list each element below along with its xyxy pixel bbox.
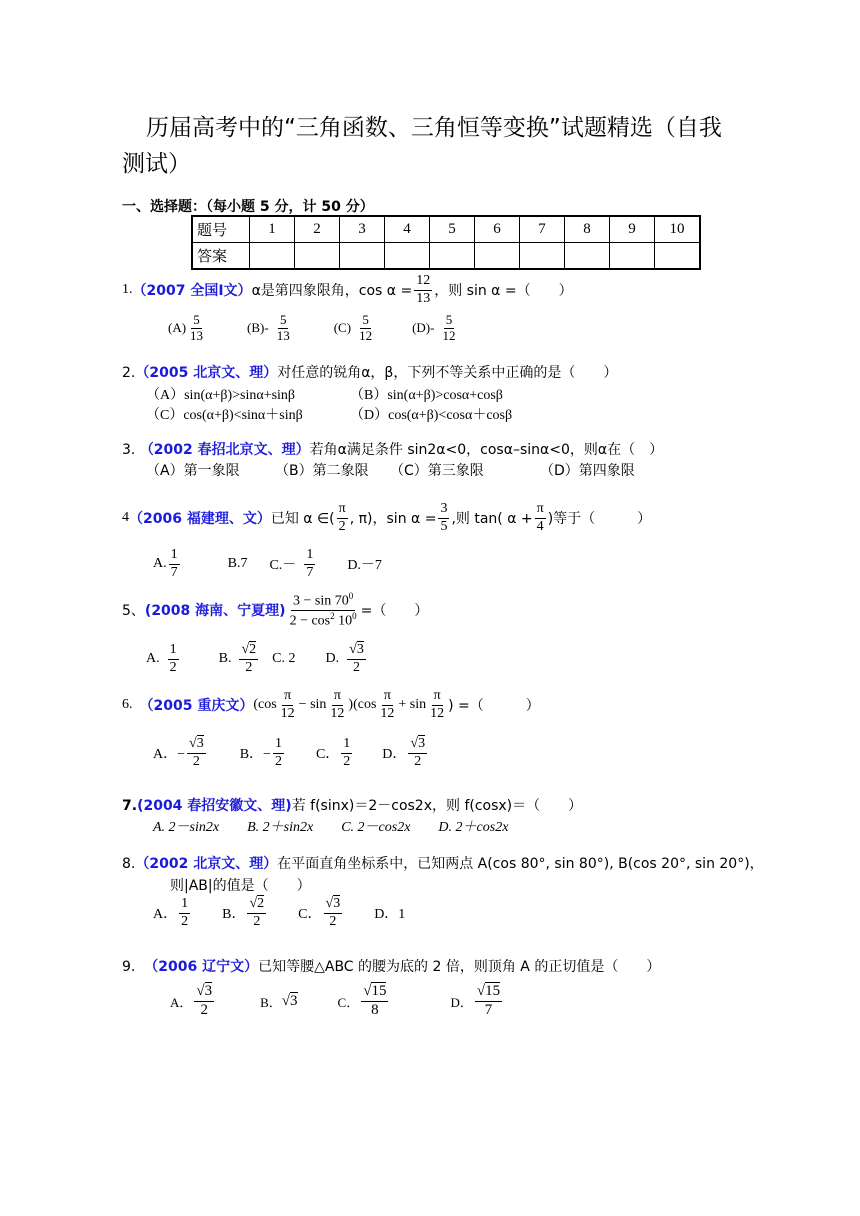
fraction: $\frac{5}{13}$ [276,311,290,343]
fraction: $\frac{1}{7}$ [170,547,178,580]
table-cell: 1 [250,216,295,243]
fraction: $\frac{√15}{7}$ [476,983,501,1018]
question-1-options [168,310,459,346]
fraction: $\frac{1}{2}$ [169,642,177,675]
answer-cell[interactable] [250,243,295,270]
question-5-options [146,638,368,680]
question-8 [122,853,764,873]
fraction: $\frac{1}{2}$ [343,736,351,769]
question-number: 7. [122,798,138,814]
option-b[interactable]: B.7 [227,556,248,571]
option-b[interactable]: B. [218,651,232,666]
table-cell: 6 [475,216,520,243]
fraction: $\frac{√15}{8}$ [363,983,387,1018]
option-b[interactable]: B． [260,994,282,1010]
table-header-answer: 答案 [192,243,250,270]
question-source: （2006 福建理、文） [129,511,271,527]
question-number: 2. [122,365,136,381]
option-c[interactable]: （C）第三象限 [390,463,484,479]
fraction: $\frac{3 - \sin 70^0}{2 - \cos^2 10^0}$ [289,590,357,629]
question-9 [122,956,660,976]
answer-cell[interactable] [295,243,340,270]
fraction: $\frac{5}{13}$ [190,311,204,343]
table-cell: 2 [295,216,340,243]
question-7-options[interactable]: A. 2－sin2x B. 2＋sin2x C. 2－cos2x D. 2＋cos2x [153,820,509,835]
answer-cell[interactable] [565,243,610,270]
expr: + sin [398,697,427,712]
section-heading: 一、选择题：（每小题 5 分，计 50 分） [122,199,374,215]
option-c[interactable]: C． [298,907,322,922]
option-b[interactable]: B．− [239,747,271,762]
option-a[interactable]: A. [146,651,160,666]
question-1 [122,272,573,308]
answer-cell[interactable] [475,243,520,270]
fraction: $\frac{1}{2}$ [274,736,282,769]
option-c[interactable]: C. 2 [272,651,296,666]
question-text: 已知 α ∈( [270,511,335,527]
expr: (cos [253,697,277,712]
question-3 [122,439,663,459]
fraction: $\frac{√2}{2}$ [241,642,257,675]
fraction: $\frac{12}{13}$ [416,273,431,306]
option-d[interactable]: D． [382,747,407,762]
question-text: 在平面直角坐标系中，已知两点 A(cos 80°, sin 80°), B(cos 20°, sin 20°)， [277,856,764,872]
expr: ) =（ ） [448,698,540,714]
table-cell: 8 [565,216,610,243]
answer-cell[interactable] [520,243,565,270]
option-a[interactable]: A． [170,994,193,1010]
answer-cell[interactable] [610,243,655,270]
question-number: 5、 [122,603,145,619]
question-source: （2006 辽宁文） [144,959,259,975]
question-source: （2007 全国Ⅰ文） [132,283,252,299]
table-cell: 3 [340,216,385,243]
answer-cell[interactable] [655,243,701,270]
fraction: $\frac{√3}{2}$ [325,896,341,929]
option-c[interactable]: (C) [333,320,352,335]
option-a[interactable]: （A）第一象限 [146,463,240,479]
question-source: （2002 春招北京文、理） [139,442,310,458]
question-text: 若角α满足条件 sin2α<0，cosα–sinα<0，则α在（ ） [309,442,664,458]
answer-cell[interactable] [430,243,475,270]
question-9-options [170,978,504,1024]
option-d[interactable]: （D）第四象限 [540,463,635,479]
option-c[interactable]: C． [337,994,360,1010]
title-line-1: 历届高考中的“三角函数、三角恒等变换”试题精选（自我 [146,115,722,141]
question-number: 9. [122,959,136,975]
option-b[interactable]: （B）第二象限 [275,463,369,479]
question-source: （2005 重庆文） [139,698,254,714]
option-c[interactable]: C.－ [269,558,297,573]
question-text: ，则 sin α =（ ） [434,283,573,299]
table-row [192,216,700,243]
table-cell: 10 [655,216,701,243]
question-text: 已知等腰△ABC 的腰为底的 2 倍，则顶角 A 的正切值是（ ） [258,959,661,975]
fraction: $\frac{\pi}{12}$ [280,688,295,721]
table-cell: 4 [385,216,430,243]
answer-table [191,215,701,270]
fraction: $\frac{√3}{2}$ [349,642,364,675]
fraction: $\frac{\pi}{12}$ [330,688,345,721]
answer-cell[interactable] [340,243,385,270]
fraction: $\frac{√2}{2}$ [249,896,265,929]
question-text: ,则 tan( α + [451,511,533,527]
title-line-2: 测试） [122,151,191,177]
fraction: $\frac{5}{12}$ [359,311,373,343]
question-source: （2005 北京文、理） [135,365,278,381]
fraction: $\frac{1}{7}$ [306,547,314,580]
table-cell: 9 [610,216,655,243]
table-cell: 5 [430,216,475,243]
option-a[interactable]: A． [153,907,178,922]
question-4 [122,498,651,538]
question-text: α是第四象限角，cos α = [251,283,413,299]
option-b[interactable]: （B）sin(α+β)>cosα+cosβ [350,388,503,403]
question-number: 8. [122,856,136,872]
option-d[interactable]: (D)- [412,320,435,335]
question-text: 若 f(sinx)＝2－cos2x，则 f(cosx)＝（ ） [291,798,583,814]
option-d[interactable]: D． [450,994,473,1010]
table-header-number: 题号 [192,216,250,243]
answer-cell[interactable] [385,243,430,270]
question-source: (2004 春招安徽文、理) [137,798,292,814]
question-8-text2: 则|AB|的值是（ ） [170,878,311,894]
question-text: =（ ） [360,603,429,619]
option-d[interactable]: D．1 [374,907,406,922]
fraction: $\frac{3}{5}$ [440,501,448,534]
fraction: $\frac{1}{2}$ [181,896,189,929]
option-d[interactable]: D. [325,651,340,666]
option-a[interactable]: （A）sin(α+β)>sinα+sinβ [146,388,296,403]
option-c[interactable]: C． [315,747,340,762]
question-8-options [153,892,405,934]
option-b[interactable]: B． [222,907,246,922]
fraction: $\frac{√3}{2}$ [196,983,213,1018]
question-2 [122,362,617,382]
question-text: )等于（ ） [547,511,652,527]
question-6-options [153,730,429,776]
expr: − sin [298,697,327,712]
fraction: $\frac{\pi}{12}$ [380,688,395,721]
question-source: (2008 海南、宁夏理) [144,603,286,619]
option-a[interactable]: A．− [153,747,186,762]
expr: )(cos [348,697,377,712]
fraction: $\frac{\pi}{2}$ [338,501,346,534]
table-row [192,243,700,270]
question-number: 3. [122,442,136,458]
fraction: $\frac{√3}{2}$ [189,736,204,769]
question-number: 4 [122,510,129,525]
question-text: , π)，sin α = [349,511,437,527]
fraction: $\frac{5}{12}$ [442,311,456,343]
question-7 [122,795,582,815]
sqrt-value: √3 [281,992,298,1009]
option-b[interactable]: (B)- [247,320,269,335]
question-number: 1. [122,282,133,297]
question-source: （2002 北京文、理） [135,856,278,872]
question-6 [122,684,540,726]
question-number: 6. [122,697,133,712]
question-5 [122,590,428,630]
option-d[interactable]: D.－7 [347,558,382,573]
option-c[interactable]: （C）cos(α+β)<sinα＋sinβ [146,408,303,423]
option-d[interactable]: （D）cos(α+β)<cosα＋cosβ [350,408,513,423]
option-a[interactable]: (A) [168,320,187,335]
question-4-options [153,544,382,584]
fraction: $\frac{\pi}{4}$ [536,501,544,534]
fraction: $\frac{√3}{2}$ [410,736,426,769]
table-cell: 7 [520,216,565,243]
fraction: $\frac{\pi}{12}$ [430,688,445,721]
question-text: 对任意的锐角α，β，下列不等关系中正确的是（ ） [277,365,618,381]
option-a[interactable]: A. [153,556,167,571]
